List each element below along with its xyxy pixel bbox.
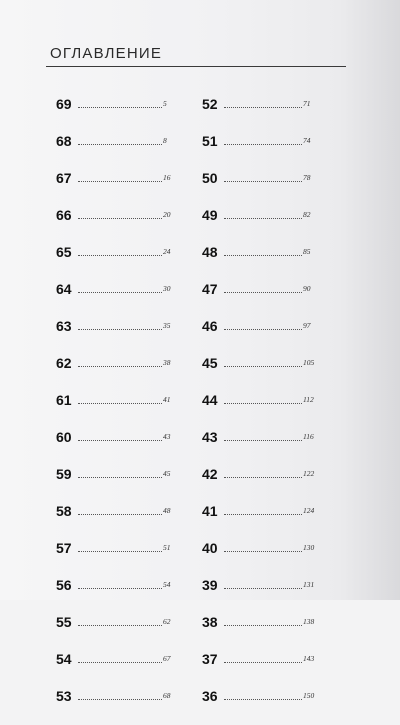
dot-leader xyxy=(224,107,302,108)
dot-leader xyxy=(78,107,162,108)
page-number: 68 xyxy=(163,691,171,700)
toc-entry[interactable] xyxy=(56,133,171,170)
toc-entry[interactable] xyxy=(202,355,317,392)
toc-entry[interactable] xyxy=(56,540,171,577)
toc-entry[interactable] xyxy=(56,503,171,540)
toc-entry[interactable] xyxy=(202,318,317,355)
chapter-number: 49 xyxy=(202,207,218,223)
page-number: 48 xyxy=(163,506,171,515)
page-number: 90 xyxy=(303,284,311,293)
title-underline xyxy=(46,66,346,67)
dot-leader xyxy=(224,699,302,700)
page-number: 131 xyxy=(303,580,315,589)
dot-leader xyxy=(78,292,162,293)
dot-leader xyxy=(224,181,302,182)
page-number: 122 xyxy=(303,469,315,478)
dot-leader xyxy=(224,477,302,478)
chapter-number: 50 xyxy=(202,170,218,186)
chapter-number: 60 xyxy=(56,429,72,445)
dot-leader xyxy=(78,144,162,145)
chapter-number: 69 xyxy=(56,96,72,112)
page-number: 30 xyxy=(163,284,171,293)
chapter-number: 65 xyxy=(56,244,72,260)
dot-leader xyxy=(78,255,162,256)
toc-title: ОГЛАВЛЕНИЕ xyxy=(50,45,163,62)
page-number: 124 xyxy=(303,506,315,515)
chapter-number: 45 xyxy=(202,355,218,371)
chapter-number: 52 xyxy=(202,96,218,112)
page-number: 116 xyxy=(303,432,314,441)
chapter-number: 42 xyxy=(202,466,218,482)
chapter-number: 67 xyxy=(56,170,72,186)
toc-entry[interactable] xyxy=(56,392,171,429)
chapter-number: 64 xyxy=(56,281,72,297)
page-number: 51 xyxy=(163,543,171,552)
dot-leader xyxy=(78,514,162,515)
page-number: 82 xyxy=(303,210,311,219)
page-number: 16 xyxy=(163,173,171,182)
toc-entry[interactable] xyxy=(56,466,171,503)
dot-leader xyxy=(224,329,302,330)
chapter-number: 66 xyxy=(56,207,72,223)
dot-leader xyxy=(78,588,162,589)
dot-leader xyxy=(78,329,162,330)
chapter-number: 63 xyxy=(56,318,72,334)
dot-leader xyxy=(78,181,162,182)
page-number: 71 xyxy=(303,99,311,108)
toc-entry[interactable] xyxy=(202,614,317,651)
toc-entry[interactable] xyxy=(202,429,317,466)
dot-leader xyxy=(78,477,162,478)
chapter-number: 48 xyxy=(202,244,218,260)
dot-leader xyxy=(78,662,162,663)
chapter-number: 38 xyxy=(202,614,218,630)
chapter-number: 56 xyxy=(56,577,72,593)
page-number: 143 xyxy=(303,654,315,663)
toc-entry[interactable] xyxy=(202,540,317,577)
toc-right-column xyxy=(202,96,317,725)
page-number: 54 xyxy=(163,580,171,589)
dot-leader xyxy=(224,292,302,293)
dot-leader xyxy=(78,218,162,219)
page-number: 62 xyxy=(163,617,171,626)
chapter-number: 51 xyxy=(202,133,218,149)
chapter-number: 39 xyxy=(202,577,218,593)
chapter-number: 53 xyxy=(56,688,72,704)
chapter-number: 61 xyxy=(56,392,72,408)
toc-entry[interactable] xyxy=(56,207,171,244)
toc-entry[interactable] xyxy=(56,614,171,651)
page-number: 41 xyxy=(163,395,171,404)
toc-entry[interactable] xyxy=(56,244,171,281)
toc-entry[interactable] xyxy=(56,281,171,318)
chapter-number: 37 xyxy=(202,651,218,667)
dot-leader xyxy=(78,403,162,404)
dot-leader xyxy=(78,625,162,626)
chapter-number: 46 xyxy=(202,318,218,334)
dot-leader xyxy=(224,218,302,219)
chapter-number: 47 xyxy=(202,281,218,297)
page-number: 20 xyxy=(163,210,171,219)
page-number: 8 xyxy=(163,136,167,145)
page-number: 138 xyxy=(303,617,315,626)
page-number: 67 xyxy=(163,654,171,663)
page-number: 35 xyxy=(163,321,171,330)
toc-entry[interactable] xyxy=(56,96,171,133)
page-number: 38 xyxy=(163,358,171,367)
dot-leader xyxy=(224,514,302,515)
dot-leader xyxy=(78,440,162,441)
dot-leader xyxy=(78,551,162,552)
chapter-number: 41 xyxy=(202,503,218,519)
page-number: 105 xyxy=(303,358,315,367)
chapter-number: 68 xyxy=(56,133,72,149)
chapter-number: 62 xyxy=(56,355,72,371)
toc-entry[interactable] xyxy=(202,392,317,429)
dot-leader xyxy=(224,625,302,626)
dot-leader xyxy=(224,662,302,663)
page-number: 24 xyxy=(163,247,171,256)
page-number: 45 xyxy=(163,469,171,478)
page-number: 112 xyxy=(303,395,314,404)
chapter-number: 36 xyxy=(202,688,218,704)
page-number: 5 xyxy=(163,99,167,108)
page-number: 97 xyxy=(303,321,311,330)
toc-entry[interactable] xyxy=(202,503,317,540)
toc-entry[interactable] xyxy=(202,688,317,725)
toc-entry[interactable] xyxy=(56,577,171,614)
chapter-number: 55 xyxy=(56,614,72,630)
dot-leader xyxy=(78,366,162,367)
dot-leader xyxy=(224,403,302,404)
chapter-number: 40 xyxy=(202,540,218,556)
toc-entry[interactable] xyxy=(202,244,317,281)
page-number: 74 xyxy=(303,136,311,145)
toc-entry[interactable] xyxy=(56,318,171,355)
toc-entry[interactable] xyxy=(202,133,317,170)
dot-leader xyxy=(78,699,162,700)
toc-entry[interactable] xyxy=(56,429,171,466)
chapter-number: 44 xyxy=(202,392,218,408)
chapter-number: 43 xyxy=(202,429,218,445)
page-number: 78 xyxy=(303,173,311,182)
toc-entry[interactable] xyxy=(56,688,171,725)
dot-leader xyxy=(224,551,302,552)
toc-entry[interactable] xyxy=(56,170,171,207)
chapter-number: 58 xyxy=(56,503,72,519)
toc-entry[interactable] xyxy=(202,466,317,503)
toc-entry[interactable] xyxy=(56,651,171,688)
chapter-number: 54 xyxy=(56,651,72,667)
dot-leader xyxy=(224,588,302,589)
toc-entry[interactable] xyxy=(202,170,317,207)
toc-entry[interactable] xyxy=(202,281,317,318)
dot-leader xyxy=(224,255,302,256)
page-number: 150 xyxy=(303,691,315,700)
toc-entry[interactable] xyxy=(202,577,317,614)
toc-left-column xyxy=(56,96,171,725)
page-number: 43 xyxy=(163,432,171,441)
toc-entry[interactable] xyxy=(56,355,171,392)
dot-leader xyxy=(224,366,302,367)
page-number: 85 xyxy=(303,247,311,256)
toc-entry[interactable] xyxy=(202,651,317,688)
toc-entry[interactable] xyxy=(202,96,317,133)
toc-entry[interactable] xyxy=(202,207,317,244)
dot-leader xyxy=(224,440,302,441)
chapter-number: 57 xyxy=(56,540,72,556)
page-number: 130 xyxy=(303,543,315,552)
chapter-number: 59 xyxy=(56,466,72,482)
dot-leader xyxy=(224,144,302,145)
